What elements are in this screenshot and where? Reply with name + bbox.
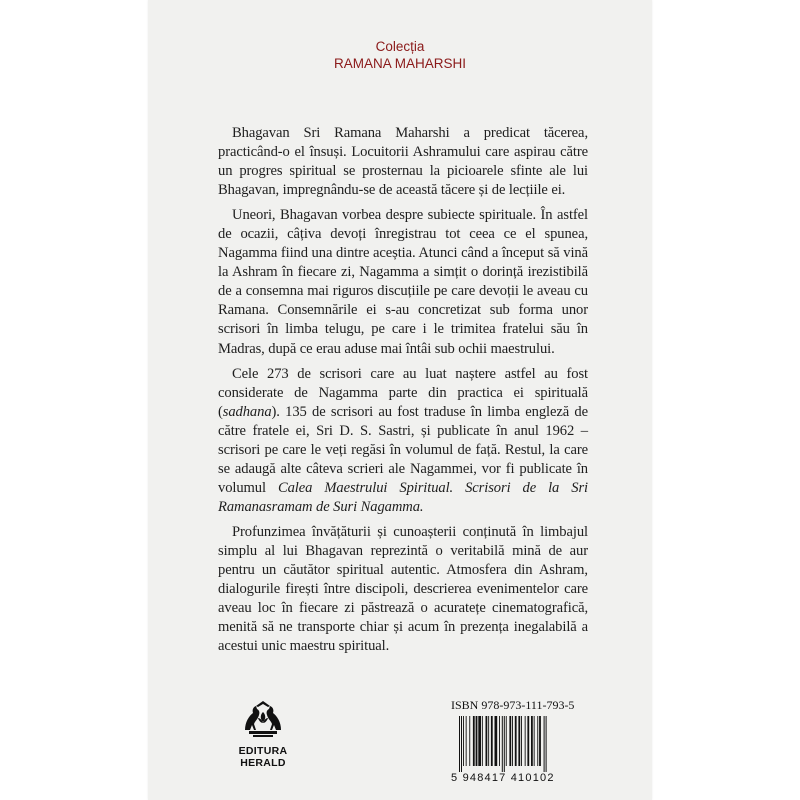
barcode-bar <box>491 716 493 766</box>
blurb-paragraph <box>218 523 588 656</box>
isbn-label: ISBN 978-973-111-793-5 <box>451 698 575 712</box>
barcode-bar <box>534 716 535 766</box>
barcode-bar <box>546 716 547 772</box>
barcode-bar <box>539 716 541 766</box>
barcode-bar <box>509 716 511 766</box>
barcode-bar <box>461 716 462 772</box>
barcode-bar <box>506 716 507 766</box>
barcode-number: 5 948417 410102 <box>451 772 555 784</box>
book-back-cover <box>148 0 652 800</box>
text-run: ). 135 de scrisori au fost traduse în limba engleză de către fratele ei, Sri D. S. Sastri, și publicate în anul 1962 – scrisori pe care le veți regăsi în volumul de față. Restul, la care se adaugă alte câteva scrieri ale Nagammei, vor fi publicate în volumul <box>218 403 588 496</box>
barcode-bar <box>488 716 489 766</box>
blurb-paragraph <box>218 365 588 517</box>
barcode-bar <box>473 716 475 766</box>
publisher-name-line1: EDITURA <box>238 745 288 757</box>
text-run: Profunzimea învățăturii și cunoașterii conținută în limbajul simplu al lui Bhagavan reprezintă o veritabilă mină de aur pentru un căutător spiritual autentic. Atmosfera din Ashram, dialogurile firești între discipoli, descrierea evenimentelor care aveau loc în fiecare zi păstrează o acuratețe cinematografică, menită să ne transporte chiar și acum în prezența inegalabilă a acestui unic maestru spiritual. <box>218 523 588 655</box>
barcode-bar <box>478 716 481 766</box>
barcode-icon <box>451 716 583 774</box>
publisher-block <box>220 700 306 769</box>
barcode-bar <box>531 716 533 766</box>
blurb-paragraph <box>218 124 588 200</box>
barcode-bar <box>504 716 505 772</box>
barcode-bar <box>515 716 517 766</box>
isbn-block <box>451 698 583 784</box>
barcode-bar <box>527 716 529 766</box>
barcode-bar <box>466 716 467 766</box>
publisher-name-line2: HERALD <box>240 757 286 769</box>
collection-label: Colecția <box>375 39 425 54</box>
barcode-bar <box>544 716 545 772</box>
barcode-bar <box>525 716 526 766</box>
text-run: Bhagavan Sri Ramana Maharshi a predicat tăcerea, practicând-o el însuși. Locuitorii Ashramului care aspirau către un progres spiritual se prosternau la picioarele sfinte ale lui Bhagavan, impregnându-se de această tăcere și de lecțiile ei. <box>218 125 588 199</box>
barcode-bar <box>521 716 522 766</box>
collection-series-name: RAMANA MAHARSHI <box>333 56 467 71</box>
publisher-logo-icon <box>241 700 285 740</box>
italic-text-run: sadhana <box>222 403 272 420</box>
collection-title <box>148 38 652 72</box>
barcode-bar <box>476 716 478 766</box>
barcode-bar <box>463 716 464 766</box>
barcode-bar <box>502 716 503 772</box>
barcode-bar <box>518 716 520 766</box>
blurb-paragraph <box>218 206 588 358</box>
text-run: Cele 273 de scrisori care au luat naștere astfel au fost considerate de Nagamma parte din practica ei spirituală ( <box>218 365 588 420</box>
barcode-bar <box>537 716 538 766</box>
barcode-bar <box>512 716 513 766</box>
barcode-bar <box>486 716 488 766</box>
barcode-bar <box>499 716 500 766</box>
barcode-bar <box>459 716 460 772</box>
barcode-bar <box>469 716 470 766</box>
italic-text-run: Calea Maestrului Spiritual. Scrisori de la Sri Ramanasramam de Suri Nagamma. <box>218 479 588 515</box>
blurb-text <box>218 124 588 662</box>
text-run: Uneori, Bhagavan vorbea despre subiecte spirituale. În astfel de ocazii, câțiva devoți înregistrau tot ceea ce el spunea, Nagamma fiind una dintre aceștia. Atunci când a început să vină la Ashram în fiecare zi, Nagamma a simțit o dorință irezistibilă de a consemna mai riguros discuțiile pe care devoții le aveau cu Ramana. Consemnările ei s-au concretizat sub forma unor scrisori în limba telugu, pe care i le trimitea fratelui său în Madras, după ce erau aduse mai întâi sub ochii maestrului. <box>218 207 588 357</box>
barcode-bar <box>482 716 483 766</box>
barcode-bar <box>495 716 498 766</box>
